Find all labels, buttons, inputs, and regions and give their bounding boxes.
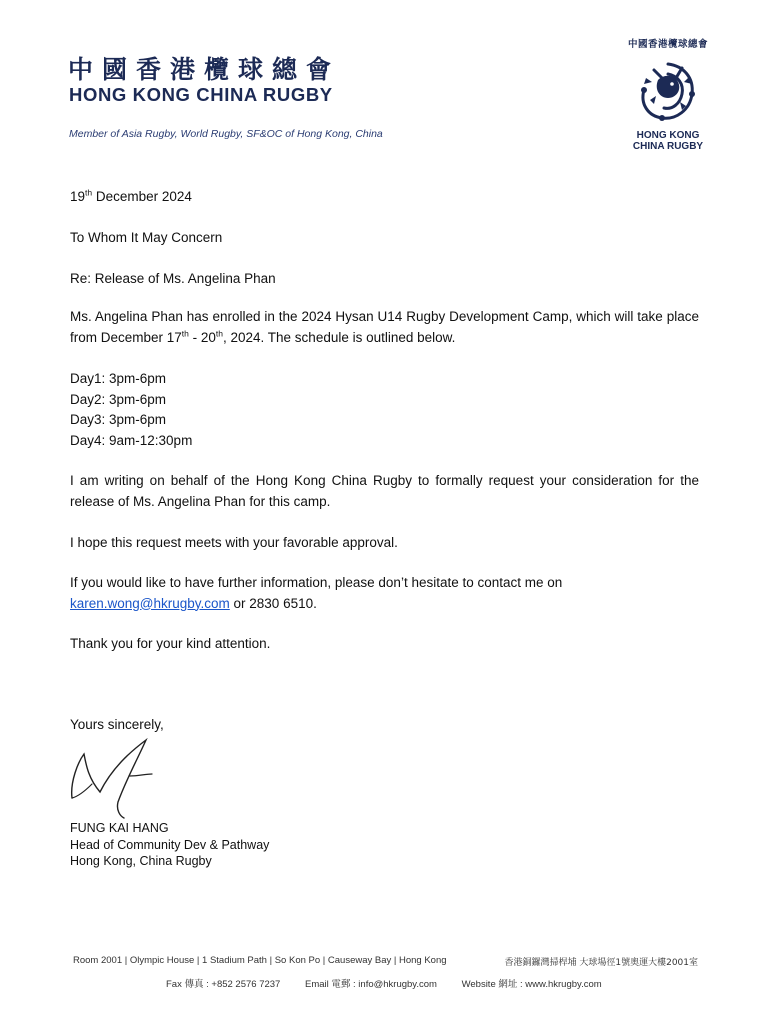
handwritten-signature <box>66 738 166 820</box>
footer-address <box>73 955 698 966</box>
email-link[interactable]: karen.wong@hkrugby.com <box>70 595 230 611</box>
logo-line2: CHINA RUGBY <box>632 141 704 152</box>
org-tagline: Member of Asia Rugby, World Rugby, SF&OC of Hong Kong, China <box>69 128 383 140</box>
paragraph-contact-line2 <box>70 594 699 615</box>
schedule-item: Day3: 3pm-6pm <box>70 412 167 427</box>
paragraph-contact-line1: If you would like to have further information, please don’t hesitate to contact me on <box>70 575 563 590</box>
dragon-crest-icon <box>632 56 704 128</box>
footer-contacts <box>166 976 624 990</box>
para1-text-c: , 2024. The schedule is outlined below. <box>223 329 456 345</box>
signatory-org: Hong Kong, China Rugby <box>70 854 212 868</box>
contact-phone-text: or 2830 6510. <box>229 595 317 611</box>
footer-address-en: Room 2001 | Olympic House | 1 Stadium Path | So Kon Po | Causeway Bay | Hong Kong <box>73 955 447 966</box>
paragraph-thanks: Thank you for your kind attention. <box>70 636 271 651</box>
logo-line1: HONG KONG <box>636 130 700 141</box>
org-name-english: HONG KONG CHINA RUGBY <box>69 84 333 105</box>
schedule-list <box>70 369 699 451</box>
schedule-item: Day2: 3pm-6pm <box>70 391 167 407</box>
footer-fax: Fax 傳真 : +852 2576 7237 <box>166 979 281 990</box>
date-rest: December 2024 <box>92 189 192 204</box>
signatory-name: FUNG KAI HANG <box>70 821 169 835</box>
org-name-chinese: 中國香港欖球總會 <box>68 55 341 84</box>
signatory-block <box>70 820 269 870</box>
letter-date <box>70 187 699 208</box>
closing: Yours sincerely, <box>70 717 164 732</box>
logo-chinese-name: 中國香港欖球總會 <box>627 39 708 50</box>
paragraph-enrollment <box>70 307 699 348</box>
footer-address-zh: 香港銅鑼灣掃桿埔 大球場徑1號奧運大樓2001室 <box>504 958 698 968</box>
signatory-title: Head of Community Dev & Pathway <box>70 837 270 852</box>
para1-sup1: th <box>181 328 189 338</box>
schedule-item: Day4: 9am-12:30pm <box>70 432 193 448</box>
para1-text-a: Ms. Angelina Phan has enrolled in the 2024 Hysan U14 Rugby Development Camp, which will take place from December 17 <box>70 309 699 345</box>
paragraph-request: I am writing on behalf of the Hong Kong China Rugby to formally request your consideration for the release of Ms. Angelina Phan for this camp. <box>70 473 699 509</box>
footer-email: Email 電郵 : info@hkrugby.com <box>304 979 437 990</box>
org-logo <box>615 36 721 152</box>
para1-text-b: - 20 <box>188 329 216 345</box>
date-day: 19 <box>70 189 86 204</box>
schedule-item: Day1: 3pm-6pm <box>70 371 167 386</box>
subject-line: Re: Release of Ms. Angelina Phan <box>70 271 276 286</box>
paragraph-approval: I hope this request meets with your favorable approval. <box>70 535 398 550</box>
salutation: To Whom It May Concern <box>70 230 223 245</box>
footer-website: Website 網址 : www.hkrugby.com <box>461 979 602 990</box>
date-suffix: th <box>85 187 93 198</box>
para1-sup2: th <box>215 328 223 338</box>
